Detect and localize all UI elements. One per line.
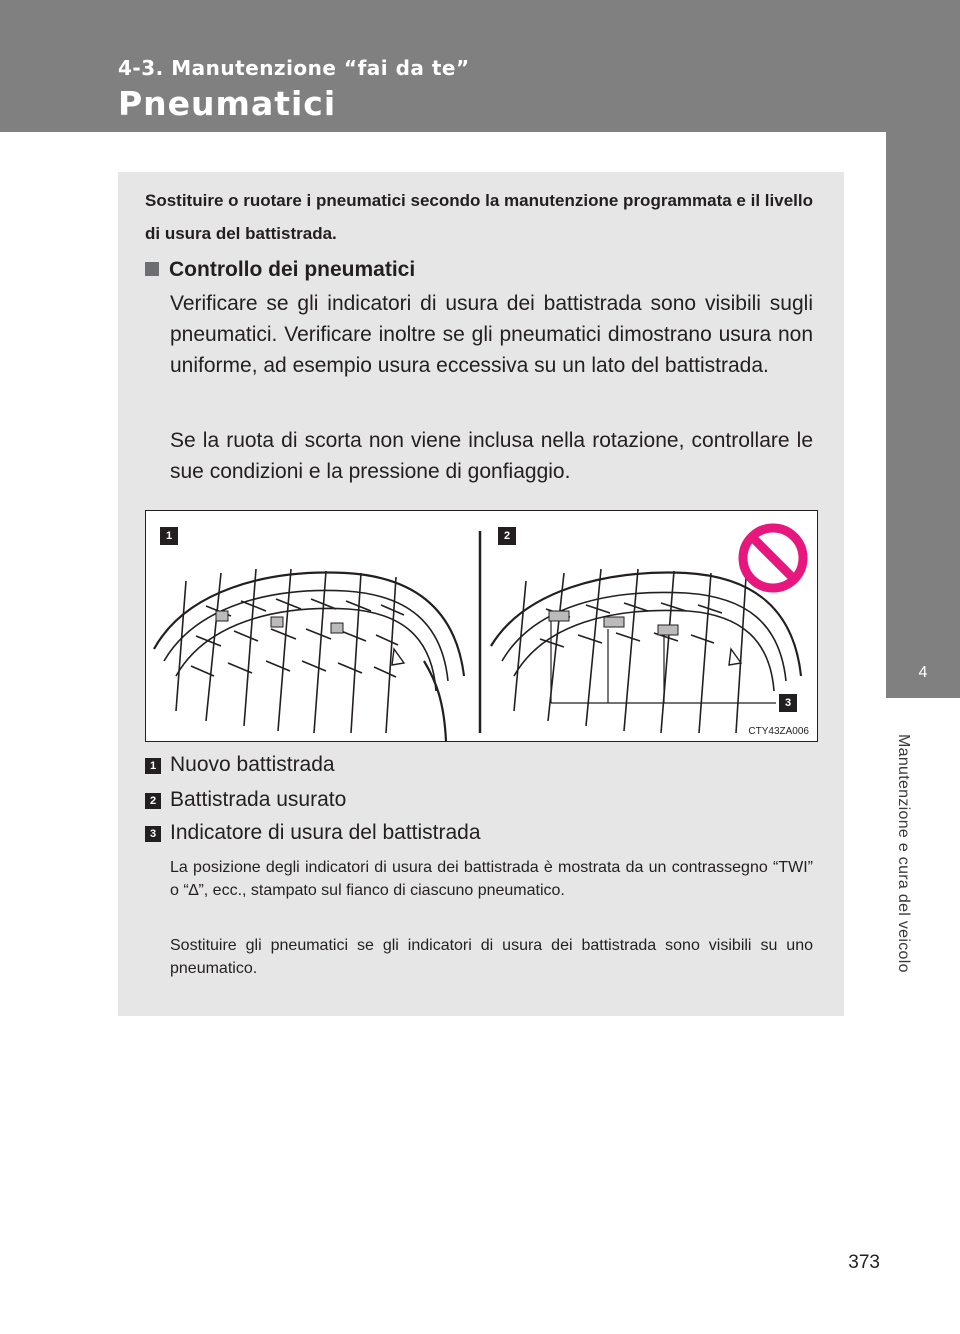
chapter-label: Manutenzione e cura del veicolo	[895, 734, 912, 973]
figure-label-3: 3	[779, 694, 797, 712]
note-1: La posizione degli indicatori di usura dei battistrada è mostrata da un contrassegno “TWI” o “∆”, ecc., stampato sul fianco di ciascuno pneumatico.	[170, 859, 813, 899]
chapter-number: 4	[918, 664, 928, 681]
legend-text: Battistrada usurato	[170, 788, 347, 811]
figure-label-2: 2	[498, 527, 516, 545]
chapter-tab	[886, 132, 960, 698]
subsection-heading-text: Controllo dei pneumatici	[169, 258, 416, 281]
new-tread-tire	[154, 569, 464, 741]
figure-code: CTY43ZA006	[748, 726, 809, 737]
page-title: Pneumatici	[118, 84, 337, 123]
paragraph-1: Verificare se gli indicatori di usura dei battistrada sono visibili sugli pneumatici. Verificare inoltre se gli pneumatici dimostrano usura non uniforme, ad esempio usura eccessiva su un lato del battistrada.	[170, 292, 813, 377]
legend-number: 2	[145, 793, 161, 809]
worn-tread-tire	[491, 569, 801, 733]
legend-text: Nuovo battistrada	[170, 753, 335, 776]
page-number: 373	[848, 1252, 880, 1273]
subsection-heading	[145, 258, 415, 282]
tire-figure	[145, 510, 818, 742]
figure-label-1: 1	[160, 527, 178, 545]
legend-text: Indicatore di usura del battistrada	[170, 821, 481, 844]
paragraph-2: Se la ruota di scorta non viene inclusa nella rotazione, controllare le sue condizioni e la pressione di gonfiaggio.	[170, 429, 813, 483]
legend-number: 1	[145, 758, 161, 774]
legend-item	[145, 750, 335, 780]
tire-illustration	[146, 511, 817, 741]
prohibited-icon	[743, 528, 803, 588]
section-title: 4-3. Manutenzione “fai da te”	[118, 56, 470, 80]
legend-item	[145, 785, 346, 815]
intro-text: Sostituire o ruotare i pneumatici secondo la manutenzione programmata e il livello di usura del battistrada.	[145, 191, 813, 243]
legend-item	[145, 818, 481, 848]
square-bullet-icon	[145, 262, 159, 276]
note-2: Sostituire gli pneumatici se gli indicatori di usura dei battistrada sono visibili su uno pneumatico.	[170, 937, 813, 977]
legend-number: 3	[145, 826, 161, 842]
